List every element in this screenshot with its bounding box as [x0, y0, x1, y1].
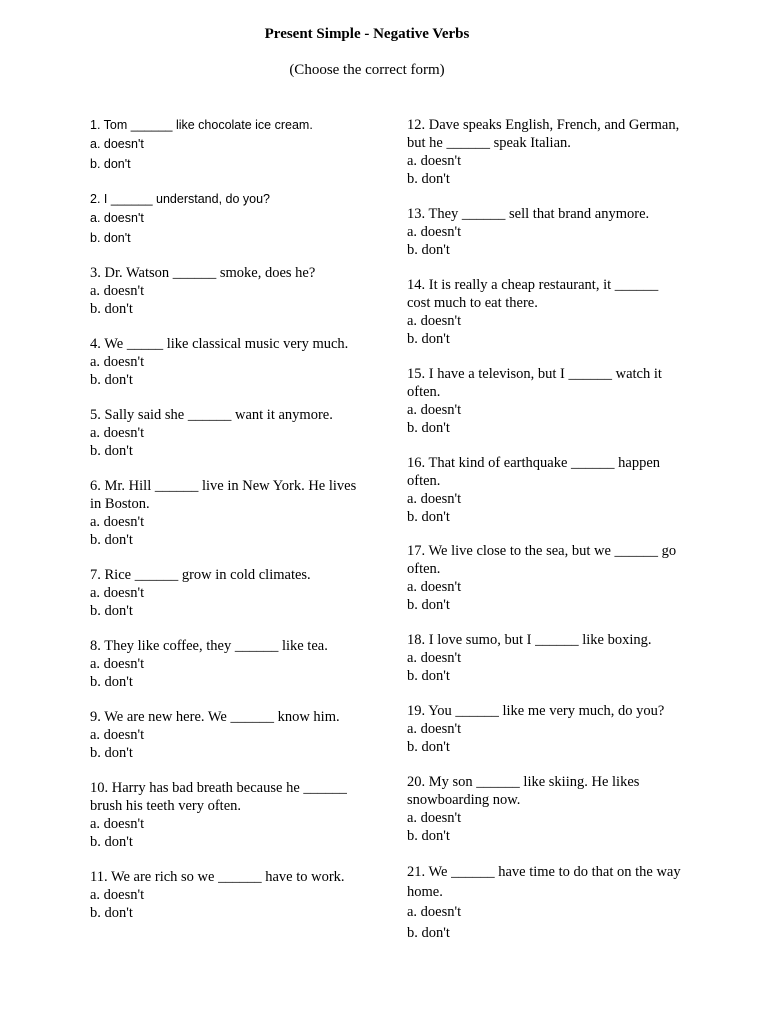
question-7 — [90, 566, 370, 620]
option-b[interactable]: b. don't — [90, 674, 133, 690]
question-stem: 18. I love sumo, but I ______ like boxing. — [407, 632, 652, 648]
question-stem: 15. I have a televison, but I ______ watch it often. — [407, 366, 662, 400]
question-stem: 10. Harry has bad breath because he ______ brush his teeth very often. — [90, 780, 347, 814]
option-b[interactable]: b. don't — [90, 834, 133, 850]
question-stem: 3. Dr. Watson ______ smoke, does he? — [90, 265, 316, 281]
question-3 — [90, 264, 370, 318]
option-b[interactable]: b. don't — [90, 532, 133, 548]
left-column — [90, 116, 370, 939]
option-b[interactable]: b. don't — [90, 372, 133, 388]
option-b[interactable]: b. don't — [407, 828, 450, 844]
question-stem: 12. Dave speaks English, French, and German, but he ______ speak Italian. — [407, 117, 680, 151]
instructions: (Choose the correct form) — [289, 62, 445, 78]
option-a[interactable]: a. doesn't — [407, 313, 462, 329]
question-20 — [407, 773, 682, 845]
option-a[interactable]: a. doesn't — [90, 887, 145, 903]
option-a[interactable]: a. doesn't — [407, 810, 462, 826]
option-b[interactable]: b. don't — [407, 925, 450, 941]
question-stem: 11. We are rich so we ______ have to work. — [90, 869, 345, 885]
right-column — [407, 116, 682, 961]
question-16 — [407, 454, 682, 526]
option-a[interactable]: a. doesn't — [407, 402, 462, 418]
option-b[interactable]: b. don't — [407, 668, 450, 684]
question-stem: 2. I ______ understand, do you? — [90, 192, 271, 206]
option-a[interactable]: a. doesn't — [407, 721, 462, 737]
option-b[interactable]: b. don't — [90, 443, 133, 459]
question-13 — [407, 205, 682, 259]
question-11 — [90, 868, 370, 922]
question-9 — [90, 708, 370, 762]
option-b[interactable]: b. don't — [90, 301, 133, 317]
question-stem: 20. My son ______ like skiing. He likes snowboarding now. — [407, 774, 640, 808]
question-5 — [90, 406, 370, 460]
option-a[interactable]: a. doesn't — [90, 816, 145, 832]
question-8 — [90, 637, 370, 691]
question-stem: 7. Rice ______ grow in cold climates. — [90, 567, 311, 583]
option-a[interactable]: a. doesn't — [90, 585, 145, 601]
question-stem: 14. It is really a cheap restaurant, it ______ cost much to eat there. — [407, 277, 659, 311]
question-21 — [407, 862, 682, 944]
option-a[interactable]: a. doesn't — [90, 425, 145, 441]
option-a[interactable]: a. doesn't — [407, 153, 462, 169]
question-10 — [90, 779, 370, 851]
option-b[interactable]: b. don't — [407, 597, 450, 613]
option-a[interactable]: a. doesn't — [407, 491, 462, 507]
question-18 — [407, 631, 682, 685]
option-b[interactable]: b. don't — [407, 331, 450, 347]
question-stem: 13. They ______ sell that brand anymore. — [407, 206, 650, 222]
option-b[interactable]: b. don't — [90, 231, 131, 245]
option-a[interactable]: a. doesn't — [407, 650, 462, 666]
question-1 — [90, 116, 370, 174]
question-stem: 5. Sally said she ______ want it anymore. — [90, 407, 333, 423]
option-a[interactable]: a. doesn't — [90, 514, 145, 530]
option-b[interactable]: b. don't — [407, 420, 450, 436]
question-stem: 16. That kind of earthquake ______ happen often. — [407, 455, 661, 489]
option-b[interactable]: b. don't — [407, 171, 450, 187]
question-stem: 1. Tom ______ like chocolate ice cream. — [90, 118, 313, 132]
question-12 — [407, 116, 682, 188]
page-title: Present Simple - Negative Verbs — [264, 26, 470, 42]
option-b[interactable]: b. don't — [90, 905, 133, 921]
option-b[interactable]: b. don't — [407, 242, 450, 258]
question-6 — [90, 477, 370, 549]
option-b[interactable]: b. don't — [90, 157, 131, 171]
option-b[interactable]: b. don't — [90, 745, 133, 761]
option-a[interactable]: a. doesn't — [90, 283, 145, 299]
option-b[interactable]: b. don't — [90, 603, 133, 619]
option-a[interactable]: a. doesn't — [90, 354, 145, 370]
question-stem: 6. Mr. Hill ______ live in New York. He lives in Boston. — [90, 478, 357, 512]
option-a[interactable]: a. doesn't — [407, 224, 462, 240]
option-a[interactable]: a. doesn't — [90, 656, 145, 672]
option-a[interactable]: a. doesn't — [90, 211, 144, 225]
question-17 — [407, 542, 682, 614]
question-stem: 21. We ______ have time to do that on the way home. — [407, 864, 681, 900]
question-stem: 19. You ______ like me very much, do you? — [407, 703, 665, 719]
option-b[interactable]: b. don't — [407, 739, 450, 755]
question-2 — [90, 190, 370, 248]
option-b[interactable]: b. don't — [407, 509, 450, 525]
question-4 — [90, 335, 370, 389]
option-a[interactable]: a. doesn't — [90, 137, 144, 151]
option-a[interactable]: a. doesn't — [407, 579, 462, 595]
question-14 — [407, 276, 682, 348]
question-stem: 4. We _____ like classical music very much. — [90, 336, 349, 352]
option-a[interactable]: a. doesn't — [90, 727, 145, 743]
option-a[interactable]: a. doesn't — [407, 904, 462, 920]
question-stem: 8. They like coffee, they ______ like tea. — [90, 638, 328, 654]
question-stem: 17. We live close to the sea, but we ______ go often. — [407, 543, 677, 577]
question-19 — [407, 702, 682, 756]
question-stem: 9. We are new here. We ______ know him. — [90, 709, 340, 725]
question-15 — [407, 365, 682, 437]
